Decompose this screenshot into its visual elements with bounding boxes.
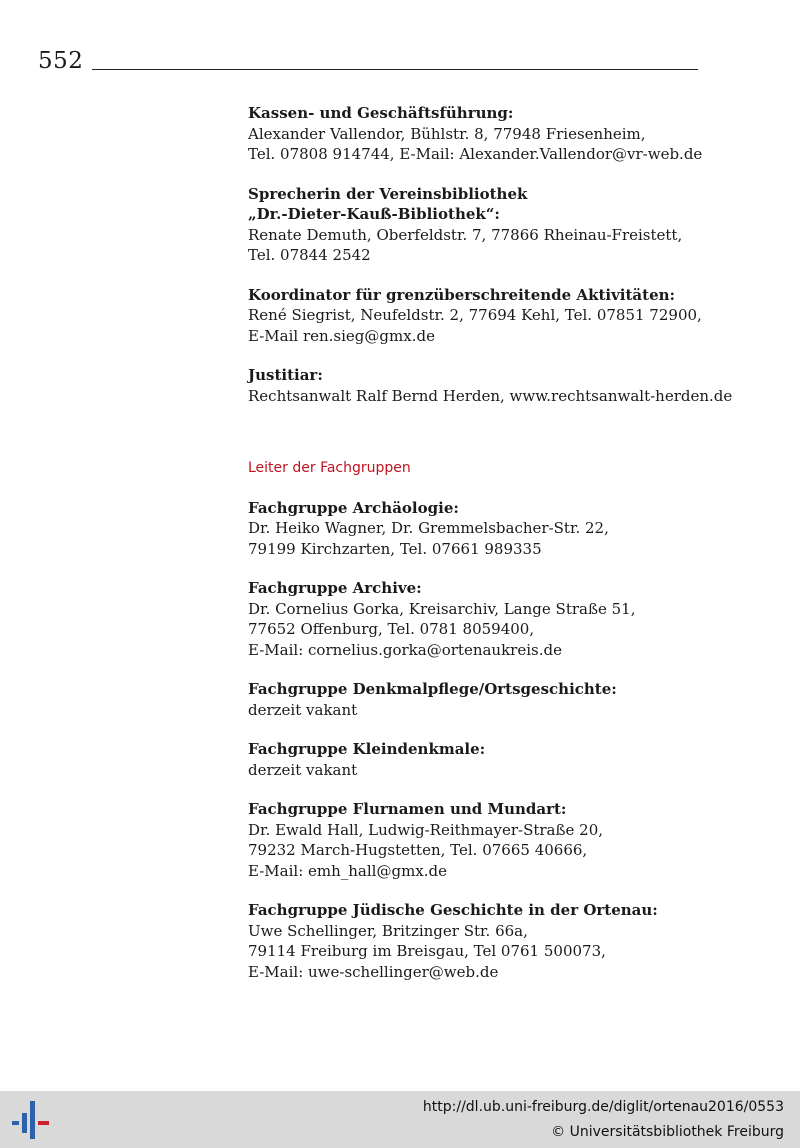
entry-line: 79199 Kirchzarten, Tel. 07661 989335 <box>248 539 542 558</box>
entry-denkmalpflege <box>248 679 718 720</box>
entry-heading: Fachgruppe Flurnamen und Mundart: <box>248 800 567 818</box>
entry-line: Renate Demuth, Oberfeldstr. 7, 77866 Rheinau-Freistett, <box>248 225 683 244</box>
footer-bar <box>0 1091 800 1148</box>
entry-line: Dr. Cornelius Gorka, Kreisarchiv, Lange Straße 51, <box>248 599 636 618</box>
entry-line: E-Mail ren.sieg@gmx.de <box>248 326 435 345</box>
header-rule <box>92 69 698 70</box>
entry-line: René Siegrist, Neufeldstr. 2, 77694 Kehl, Tel. 07851 72900, <box>248 306 702 324</box>
entry-juedische-geschichte <box>248 900 718 982</box>
entry-line: Dr. Ewald Hall, Ludwig-Reithmayer-Straße 20, <box>248 820 604 839</box>
entry-line: 77652 Offenburg, Tel. 0781 8059400, <box>248 620 535 638</box>
source-url-link[interactable]: http://dl.ub.uni-freiburg.de/diglit/ortenau2016/0553 <box>422 1099 784 1115</box>
entry-line: derzeit vakant <box>248 700 358 719</box>
entry-bibliothek <box>248 184 718 266</box>
entry-heading: Sprecherin der Vereinsbibliothek <box>248 184 528 203</box>
entry-line: Tel. 07844 2542 <box>248 246 371 264</box>
entry-heading: Kassen- und Geschäftsführung: <box>248 104 514 122</box>
entry-line: 79232 March-Hugstetten, Tel. 07665 40666, <box>248 841 588 859</box>
entry-flurnamen <box>248 799 718 881</box>
entry-line: 79114 Freiburg im Breisgau, Tel 0761 500073, <box>248 942 606 960</box>
ub-freiburg-logo-icon[interactable] <box>10 1099 52 1141</box>
entry-heading: Justitiar: <box>248 366 323 384</box>
entry-line: derzeit vakant <box>248 760 358 779</box>
entry-line: Uwe Schellinger, Britzinger Str. 66a, <box>248 921 528 940</box>
entry-heading-line-2: „Dr.-Dieter-Kauß-Bibliothek“: <box>248 205 500 223</box>
page-number: 552 <box>38 48 84 74</box>
entry-line: E-Mail: cornelius.gorka@ortenaukreis.de <box>248 640 562 659</box>
entry-heading: Fachgruppe Archive: <box>248 579 422 597</box>
entry-archaeologie <box>248 498 718 560</box>
entry-line: Dr. Heiko Wagner, Dr. Gremmelsbacher-Str. 22, <box>248 519 609 537</box>
entry-heading: Fachgruppe Denkmalpflege/Ortsgeschichte: <box>248 680 617 698</box>
entry-koordinator <box>248 285 718 347</box>
section-heading: Leiter der Fachgruppen <box>248 460 411 476</box>
entry-archive <box>248 578 718 660</box>
entry-line: Rechtsanwalt Ralf Bernd Herden, www.rechtsanwalt-herden.de <box>248 386 733 405</box>
page-content <box>248 103 733 1001</box>
entry-kassen <box>248 103 718 165</box>
entry-line: Tel. 07808 914744, E-Mail: Alexander.Vallendor@vr-web.de <box>248 145 703 163</box>
entry-kleindenkmale <box>248 739 718 780</box>
copyright-text: © Universitätsbibliothek Freiburg <box>551 1124 784 1140</box>
entry-heading: Koordinator für grenzüberschreitende Aktivitäten: <box>248 285 676 304</box>
entry-justitiar <box>248 365 733 406</box>
entry-line: Alexander Vallendor, Bühlstr. 8, 77948 Friesenheim, <box>248 124 646 143</box>
entry-line: E-Mail: emh_hall@gmx.de <box>248 861 448 880</box>
entry-heading: Fachgruppe Kleindenkmale: <box>248 740 486 758</box>
entry-heading: Fachgruppe Archäologie: <box>248 498 459 517</box>
entry-line: E-Mail: uwe-schellinger@web.de <box>248 962 499 981</box>
entry-heading: Fachgruppe Jüdische Geschichte in der Ortenau: <box>248 901 658 919</box>
